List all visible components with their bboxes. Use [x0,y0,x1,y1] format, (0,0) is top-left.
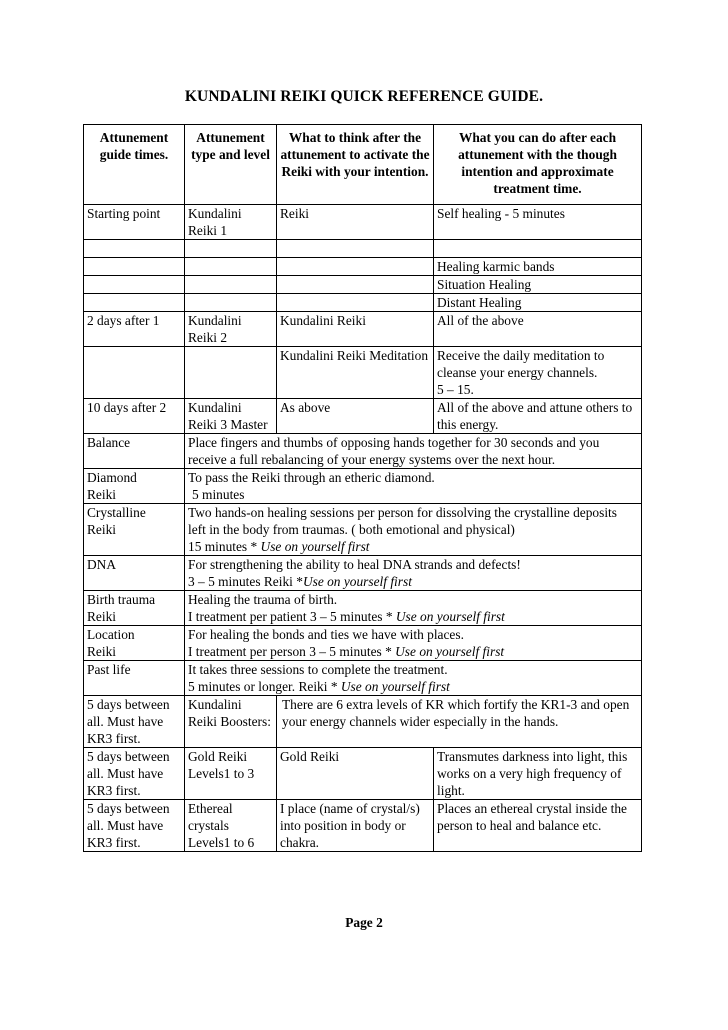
table-cell [185,469,642,504]
table-cell [185,591,642,626]
table-cell: Transmutes darkness into light, this works on a very high frequency of light. [434,748,642,800]
table-cell: 5 days between all. Must have KR3 first. [84,748,185,800]
table-cell [185,276,277,294]
table-cell [185,661,642,696]
table-row [84,294,642,312]
use-on-yourself-note: Use on yourself first [395,644,505,659]
cell-line: Receive the daily meditation to cleanse your energy channels. [437,348,605,380]
table-row [84,312,642,347]
table-cell [185,504,642,556]
table-row [84,626,642,661]
use-on-yourself-note: Use on yourself first [395,609,505,624]
header-row [84,125,642,205]
cell-line [188,573,638,590]
cell-text: I treatment per patient 3 – 5 minutes * [188,609,396,624]
cell-line: For healing the bonds and ties we have with places. [188,627,464,642]
table-row [84,347,642,399]
use-on-yourself-note: Use on yourself first [340,679,450,694]
header-type-level: Attunement type and level [185,125,277,205]
table-cell [185,240,277,258]
table-cell [277,294,434,312]
table-row [84,661,642,696]
table-cell [84,294,185,312]
table-cell: 2 days after 1 [84,312,185,347]
table-cell [277,240,434,258]
cell-line: Birth trauma [87,592,156,607]
table-cell: Distant Healing [434,294,642,312]
table-cell: Starting point [84,205,185,240]
table-cell: Healing karmic bands [434,258,642,276]
cell-text: 15 minutes * [188,539,261,554]
table-cell: Place fingers and thumbs of opposing hands together for 30 seconds and you receive a full rebalancing of your energy systems over the next hour. [185,434,642,469]
table-cell [84,347,185,399]
table-cell: Kundalini Reiki Boosters: [185,696,277,748]
table-cell: Reiki [277,205,434,240]
cell-line: Reiki [87,487,117,502]
table-cell [84,591,185,626]
cell-line: It takes three sessions to complete the treatment. [188,662,448,677]
cell-line: Healing the trauma of birth. [188,592,338,607]
table-cell: DNA [84,556,185,591]
header-guide-times: Attunement guide times. [84,125,185,205]
cell-line [188,538,638,555]
cell-line: Two hands-on healing sessions per person for dissolving the crystalline deposits left in the body from traumas. ( both emotional and physical) [188,505,617,537]
cell-text: I treatment per person 3 – 5 minutes * [188,644,396,659]
cell-line: Reiki [87,644,117,659]
table-cell: 5 days between all. Must have KR3 first. [84,800,185,852]
table-cell [185,258,277,276]
table-row [84,258,642,276]
table-cell [84,258,185,276]
cell-line: Reiki [87,609,117,624]
table-cell: Gold Reiki Levels1 to 3 [185,748,277,800]
table-cell: Places an ethereal crystal inside the person to heal and balance etc. [434,800,642,852]
cell-line: Reiki [87,522,117,537]
table-cell [185,626,642,661]
table-row [84,240,642,258]
table-cell [84,626,185,661]
table-cell [84,504,185,556]
table-row [84,205,642,240]
table-cell: All of the above [434,312,642,347]
table-row [84,556,642,591]
table-cell [84,469,185,504]
table-cell: Kundalini Reiki 2 [185,312,277,347]
use-on-yourself-note: Use on yourself first [302,574,412,589]
cell-text: 5 minutes or longer. Reiki * [188,679,341,694]
table-cell: Kundalini Reiki [277,312,434,347]
header-what-to-think: What to think after the attunement to activate the Reiki with your intention. [277,125,434,205]
table-row [84,748,642,800]
table-cell: As above [277,399,434,434]
table-row [84,399,642,434]
reference-table [83,124,642,852]
table-cell [434,347,642,399]
table-row [84,276,642,294]
table-row [84,434,642,469]
table-cell: Kundalini Reiki 1 [185,205,277,240]
cell-line [188,678,638,695]
cell-line [188,608,638,625]
use-on-yourself-note: Use on yourself first [260,539,370,554]
table-row [84,469,642,504]
cell-line: Location [87,627,135,642]
table-cell [434,240,642,258]
table-cell: I place (name of crystal/s) into position in body or chakra. [277,800,434,852]
page-title: KUNDALINI REIKI QUICK REFERENCE GUIDE. [184,88,544,105]
table-cell: Situation Healing [434,276,642,294]
table-cell [277,258,434,276]
table-row [84,696,642,748]
table-row [84,504,642,556]
table-cell: Kundalini Reiki Meditation [277,347,434,399]
table-cell: Gold Reiki [277,748,434,800]
table-cell: Past life [84,661,185,696]
cell-line: Diamond [87,470,137,485]
table-cell [185,294,277,312]
table-cell [84,276,185,294]
cell-line: To pass the Reiki through an etheric diamond. [188,470,435,485]
table-cell [84,240,185,258]
cell-line [188,643,638,660]
cell-line: Crystalline [87,505,146,520]
page-number: Page 2 [345,915,383,930]
cell-line: 5 – 15. [437,382,474,397]
table-cell: 10 days after 2 [84,399,185,434]
cell-text: 3 – 5 minutes Reiki * [188,574,303,589]
table-cell [185,347,277,399]
table-cell: There are 6 extra levels of KR which fortify the KR1-3 and open your energy channels wider especially in the hands. [277,696,642,748]
cell-line: 5 minutes [192,487,245,502]
table-cell: Kundalini Reiki 3 Master [185,399,277,434]
cell-line: For strengthening the ability to heal DNA strands and defects! [188,557,521,572]
table-cell [185,556,642,591]
table-cell: Balance [84,434,185,469]
table-row [84,591,642,626]
table-cell: All of the above and attune others to this energy. [434,399,642,434]
table-cell: Self healing - 5 minutes [434,205,642,240]
table-row [84,800,642,852]
table-cell: Ethereal crystals Levels1 to 6 [185,800,277,852]
table-cell: 5 days between all. Must have KR3 first. [84,696,185,748]
header-what-you-can-do: What you can do after each attunement with the though intention and approximate treatment time. [434,125,642,205]
table-cell [277,276,434,294]
